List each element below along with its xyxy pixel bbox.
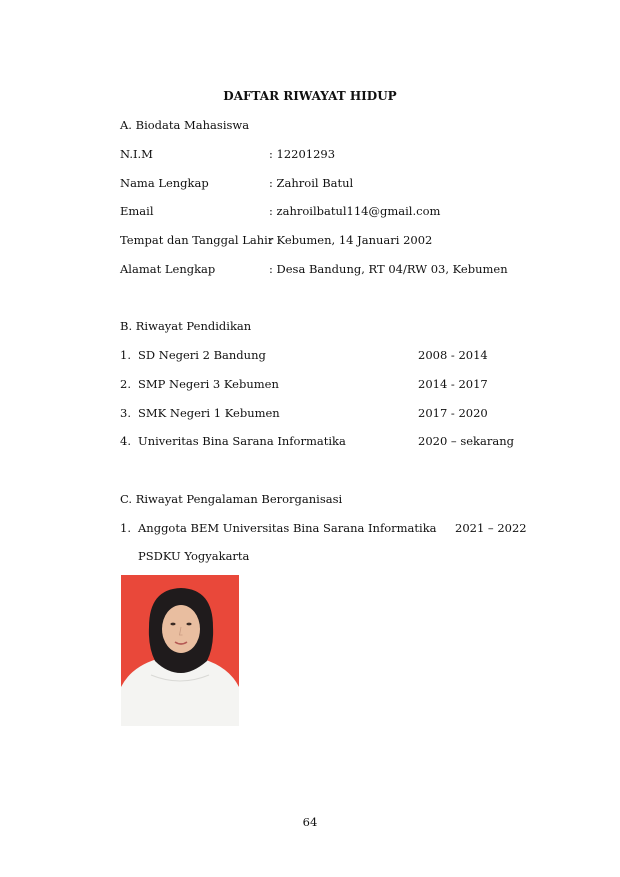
section-b-heading: B. Riwayat Pendidikan bbox=[120, 319, 252, 333]
section-c-heading: C. Riwayat Pengalaman Berorganisasi bbox=[120, 492, 343, 506]
document-title: DAFTAR RIWAYAT HIDUP bbox=[223, 89, 397, 103]
address-value: : Desa Bandung, RT 04/RW 03, Kebumen bbox=[269, 262, 508, 276]
email-label: Email bbox=[120, 204, 154, 218]
name-label: Nama Lengkap bbox=[120, 176, 209, 190]
education-number: 1. bbox=[120, 348, 131, 362]
education-school: SD Negeri 2 Bandung bbox=[138, 348, 266, 362]
birth-value: : Kebumen, 14 Januari 2002 bbox=[269, 233, 433, 247]
name-value: : Zahroil Batul bbox=[269, 176, 354, 190]
email-value: : zahroilbatul114@gmail.com bbox=[269, 204, 441, 218]
organization-years: 2021 – 2022 bbox=[455, 521, 527, 535]
section-a-heading: A. Biodata Mahasiswa bbox=[120, 118, 250, 132]
nim-label: N.I.M bbox=[120, 147, 153, 161]
education-years: 2017 - 2020 bbox=[418, 406, 488, 420]
organization-name-line2: PSDKU Yogyakarta bbox=[138, 549, 250, 563]
page-number: 64 bbox=[302, 815, 318, 829]
education-years: 2020 – sekarang bbox=[418, 434, 514, 448]
person-portrait-icon bbox=[121, 575, 239, 726]
address-label: Alamat Lengkap bbox=[120, 262, 216, 276]
profile-photo bbox=[121, 575, 239, 726]
education-years: 2008 - 2014 bbox=[418, 348, 488, 362]
education-number: 3. bbox=[120, 406, 131, 420]
education-school: SMP Negeri 3 Kebumen bbox=[138, 377, 279, 391]
birth-label: Tempat dan Tanggal Lahir bbox=[120, 233, 274, 247]
organization-name: Anggota BEM Universitas Bina Sarana Informatika bbox=[138, 521, 437, 535]
organization-number: 1. bbox=[120, 521, 131, 535]
education-school: Univeritas Bina Sarana Informatika bbox=[138, 434, 346, 448]
nim-value: : 12201293 bbox=[269, 147, 336, 161]
education-number: 4. bbox=[120, 434, 131, 448]
education-number: 2. bbox=[120, 377, 131, 391]
education-school: SMK Negeri 1 Kebumen bbox=[138, 406, 280, 420]
education-years: 2014 - 2017 bbox=[418, 377, 488, 391]
